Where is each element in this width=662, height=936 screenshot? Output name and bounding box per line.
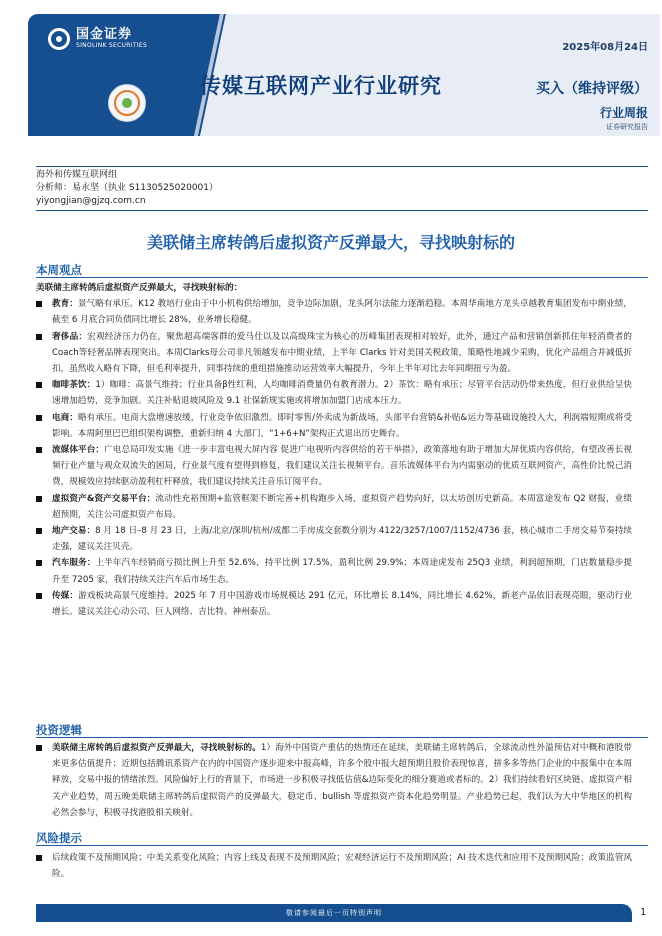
section-title-risk: 风险提示 — [36, 831, 82, 845]
list-item: 传媒：游戏板块高景气度维持。2025 年 7 月中国游戏市场规模达 291 亿元，环比增长 8.14%，同比增长 4.62%，新老产品依旧表现亮眼，驱动行业增长。建议关注心动公司、巨人网络、吉比特、神州泰岳。 — [36, 588, 632, 620]
section-line-views — [36, 277, 648, 278]
section-title-logic: 投资逻辑 — [36, 723, 82, 737]
bullet-icon — [36, 496, 42, 502]
page-number: 1 — [640, 907, 647, 918]
views-body — [36, 280, 632, 620]
report-headline: 美联储主席转鸽后虚拟资产反弹最大，寻找映射标的 — [146, 233, 515, 252]
analyst-divider-bottom — [36, 210, 648, 211]
footer-bar — [36, 904, 632, 922]
list-item: 地产交易：8 月 18 日–8 月 23 日，上海/北京/深圳/杭州/成都二手房成交套数分别为 4122/3257/1007/1152/4736 套，核心城市二手房交易节奏持续走强，建议关注贝壳。 — [36, 523, 632, 555]
bullet-icon — [36, 745, 42, 751]
section-title-views: 本周观点 — [36, 263, 82, 277]
rating-label: 买入（维持评级） — [536, 81, 648, 97]
bullet-icon — [36, 593, 42, 599]
analyst-email[interactable]: yiyongjian@gjzq.com.cn — [36, 196, 146, 206]
analyst-name: 分析师：易永坚（执业 S1130525020001） — [36, 183, 219, 193]
analyst-group: 海外和传媒互联网组 — [36, 170, 118, 180]
page-title: 传媒互联网产业行业研究 — [200, 74, 442, 98]
research-seal-icon — [108, 84, 146, 122]
bullet-icon — [36, 447, 42, 453]
report-date: 2025年08月24日 — [562, 42, 648, 53]
list-item: 电商：略有承压。电商大盘增速放缓，行业竞争依旧激烈。即时零售/外卖成为新战场，头部平台营销&补贴&运力等基础设施投入大，利润端短期或将受影响。本周阿里巴巴组织架构调整，重新归纳 4 大部门，“1+6+N”架构正式退出历史舞台。 — [36, 410, 632, 442]
bullet-icon — [36, 334, 42, 340]
analyst-divider-top — [36, 166, 648, 167]
risk-body — [36, 850, 632, 882]
list-item: 奢侈品：宏观经济压力仍在，聚焦超高端客群的爱马仕以及以高级珠宝为核心的历峰集团表现相对较好，此外，通过产品和营销创新抓住年轻消费者的Coach等轻奢品牌表现突出。本周Clarks母公司非凡领越发布中期业绩，上半年 Clarks 针对美国关税政策，策略性地减少采购，优化产品组合并减低折扣，虽然收入略有下降，但毛利率提升，同事持续的重组措施推动运营效率大幅提升，今年上半年对比去年同期扭亏为盈。 — [36, 329, 632, 378]
company-logo — [48, 28, 147, 50]
logo-name-en: SINOLINK SECURITIES — [76, 42, 148, 49]
bullet-icon — [36, 382, 42, 388]
logic-body — [36, 740, 632, 821]
list-item: 虚拟资产&资产交易平台：流动性充裕预期+监管框架不断完善+机构跑步入场，虚拟资产趋势向好，以太坊创历史新高。本周富途发布 Q2 财报，业绩超预期，关注公司虚拟资产布局。 — [36, 491, 632, 523]
bullet-icon — [36, 415, 42, 421]
logo-name-cn: 国金证券 — [76, 27, 133, 42]
list-item: 教育：景气略有承压。K12 教培行业由于中小机构供给增加，竞争边际加剧，龙头阿尔法能力逐渐趋稳。本周华南地方龙头卓越教育集团发布中期业绩，截至 6 月底合同负债同比增长 28%，业务增长稳健。 — [36, 296, 632, 328]
section-line-risk — [36, 845, 648, 846]
views-lead: 美联储主席转鸽后虚拟资产反弹最大，寻找映射标的： — [36, 283, 243, 293]
list-item: 汽车服务：上半年汽车经销商亏损比例上升至 52.6%，持平比例 17.5%，盈利比例 29.9%；本周途虎发布 25Q3 业绩，利润超预期，门店数量稳步提升至 7205 家，我们持续关注汽车后市场生态。 — [36, 555, 632, 587]
section-line-logic — [36, 737, 648, 738]
report-subtype: 证券研究报告 — [606, 123, 648, 131]
list-item: 流媒体平台：广电总局印发实施《进一步丰富电视大屏内容 促进广电视听内容供给的若干举措》，政策落地有助于增加大屏优质内容供给，有望改善长视频行业产量与观众双流失的困局，行业景气度有望得到修复，我们建议关注长视频平台。音乐流媒体平台为内需驱动的优质互联网资产，高性价比悦己消费，规模效应持续驱动盈利杠杆释放，我们建议持续关注音乐订阅平台。 — [36, 442, 632, 491]
footer-disclaimer[interactable]: 敬请参阅最后一页特别声明 — [286, 909, 382, 917]
bullet-icon — [36, 855, 42, 861]
analyst-block — [36, 169, 218, 208]
list-item: 后续政策不及预期风险；中美关系变化风险；内容上线及表现不及预期风险；宏观经济运行不及预期风险；AI 技术迭代和应用不及预期风险；政策监管风险。 — [36, 850, 632, 882]
report-type: 行业周报 — [599, 106, 648, 120]
logo-icon — [48, 28, 70, 50]
list-item: 咖啡茶饮：1）咖啡：高景气维持；行业具备β性红利，人均咖啡消费量仍有教育潜力。2）茶饮：略有承压；尽管平台活动仍带来热度，但行业供给呈快速增加趋势，竞争加剧。关注补贴退坡风险及 9.1 社保新规实施或将增加加盟门店成本压力。 — [36, 377, 632, 409]
bullet-icon — [36, 560, 42, 566]
bullet-icon — [36, 301, 42, 307]
list-item: 美联储主席转鸽后虚拟资产反弹最大，寻找映射标的。1）海外中国资产重估的热情还在延续，美联储主席转鸽后，全球流动性外溢预估对中概和港股带来更多估值提升；近期包括腾讯系资产在内的中国资产逐步迎来中报高峰，许多个股中报大超预期且股价表现惊喜，拼多多等热门企业的中报集中在本周释放，交易中报的情绪浓烈。风险偏好上行的背景下，市场进一步积极寻找低估值&边际变化的细分赛道或者标的。2）我们持续看好区块链、虚拟资产相关产业趋势，周五晚美联储主席转鸽后虚拟资产的反弹最大，稳定币、bullish 等虚拟资产资本化趋势明显。产业趋势已起，我们认为大中华地区的机构必然会参与，积极寻找港股相关映射。 — [36, 740, 632, 821]
bullet-icon — [36, 528, 42, 534]
